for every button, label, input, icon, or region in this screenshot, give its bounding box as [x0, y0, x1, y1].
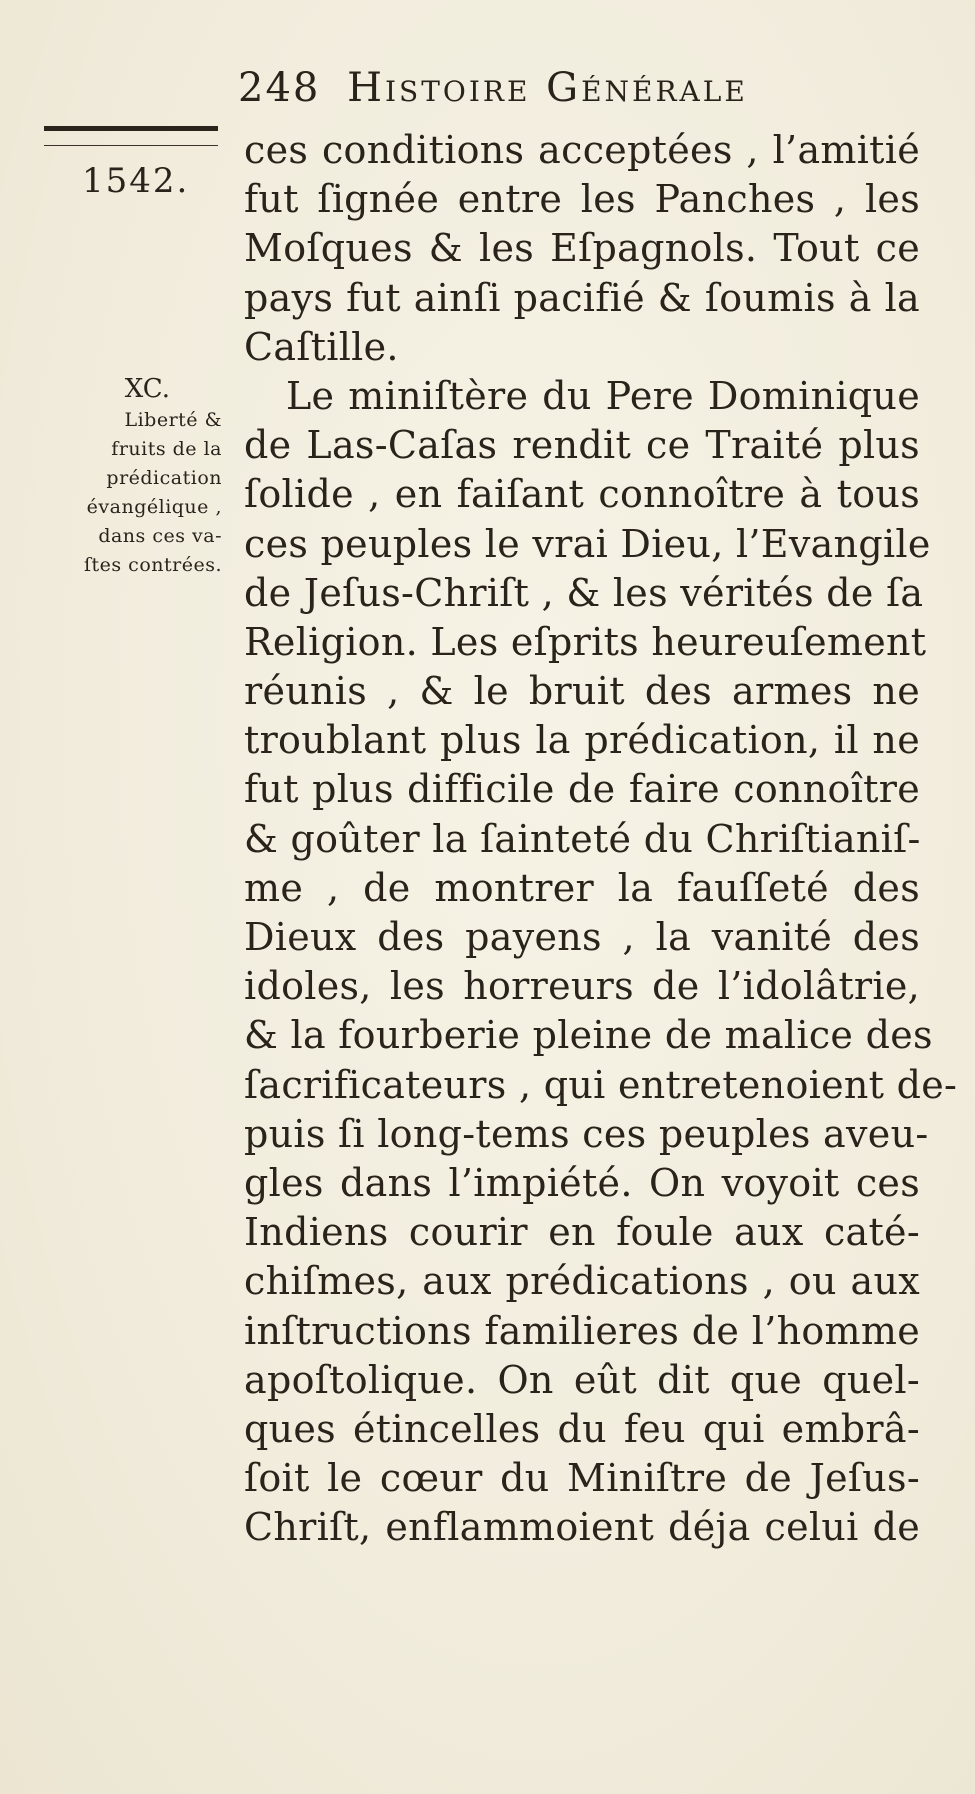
marginal-note-line: prédication: [106, 467, 222, 489]
marginal-note: [10, 372, 222, 580]
header-rule-thick: [44, 126, 218, 131]
text-line: inſtructions familieres de l’homme: [244, 1308, 920, 1353]
running-header: [238, 60, 938, 116]
text-line: ſolide , en faiſant connoître à tous: [244, 472, 920, 517]
text-line: ſoit le cœur du Miniſtre de Jeſus-: [244, 1456, 920, 1501]
section-number: XC.: [124, 374, 170, 404]
text-line: ſacrificateurs , qui entretenoient de-: [244, 1062, 958, 1107]
text-line: puis ſi long-tems ces peuples aveu-: [244, 1111, 929, 1156]
text-line: & la fourberie pleine de malice des: [244, 1013, 933, 1058]
page-number: 248: [238, 65, 321, 111]
text-line: Le miniſtère du Pere Dominique: [286, 373, 920, 418]
text-line: Chriſt, enflammoient déja celui de: [244, 1505, 920, 1550]
text-line: troublant plus la prédication, il ne: [244, 718, 920, 763]
text-line: Caſtille.: [244, 324, 399, 369]
text-line: réunis , & le bruit des armes ne: [244, 669, 920, 714]
text-line: Indiens courir en foule aux caté-: [244, 1210, 920, 1255]
text-line: ces conditions acceptées , l’amitié: [244, 128, 920, 172]
text-line: fut ſignée entre les Panches , les: [244, 177, 920, 222]
body-text: [244, 126, 958, 1552]
text-line: Religion. Les eſprits heureuſement: [244, 619, 927, 664]
marginal-note-line: Liberté &: [124, 409, 222, 431]
header-rule-thin: [44, 145, 218, 146]
text-line: ques étincelles du feu qui embrâ-: [244, 1406, 920, 1451]
marginal-note-line: ſtes contrées.: [83, 554, 222, 576]
text-line: de Jeſus-Chriſt , & les vérités de ſa: [244, 570, 924, 615]
text-line: gles dans l’impiété. On voyoit ces: [244, 1160, 920, 1205]
text-line: me , de montrer la fauſſeté des: [244, 865, 920, 910]
marginal-note-line: dans ces va-: [98, 525, 222, 547]
marginal-note-line: fruits de la: [111, 438, 222, 460]
text-line: ces peuples le vrai Dieu, l’Evangile: [244, 521, 931, 566]
margin-year: 1542.: [82, 161, 190, 201]
running-title: Histoire Générale: [347, 65, 748, 111]
text-line: & goûter la ſainteté du Chriſtianiſ-: [244, 816, 921, 861]
text-line: de Las-Caſas rendit ce Traité plus: [244, 423, 920, 468]
text-line: Dieux des payens , la vanité des: [244, 915, 920, 959]
text-line: apoſtolique. On eût dit que quel-: [244, 1357, 920, 1402]
text-line: Moſques & les Eſpagnols. Tout ce: [244, 226, 920, 271]
marginal-note-line: évangélique ,: [86, 496, 222, 518]
text-line: pays fut ainſi pacifié & ſoumis à la: [244, 275, 920, 320]
text-line: idoles, les horreurs de l’idolâtrie,: [244, 964, 920, 1009]
text-line: chiſmes, aux prédications , ou aux: [244, 1259, 920, 1304]
text-line: fut plus difficile de faire connoître: [244, 767, 920, 812]
